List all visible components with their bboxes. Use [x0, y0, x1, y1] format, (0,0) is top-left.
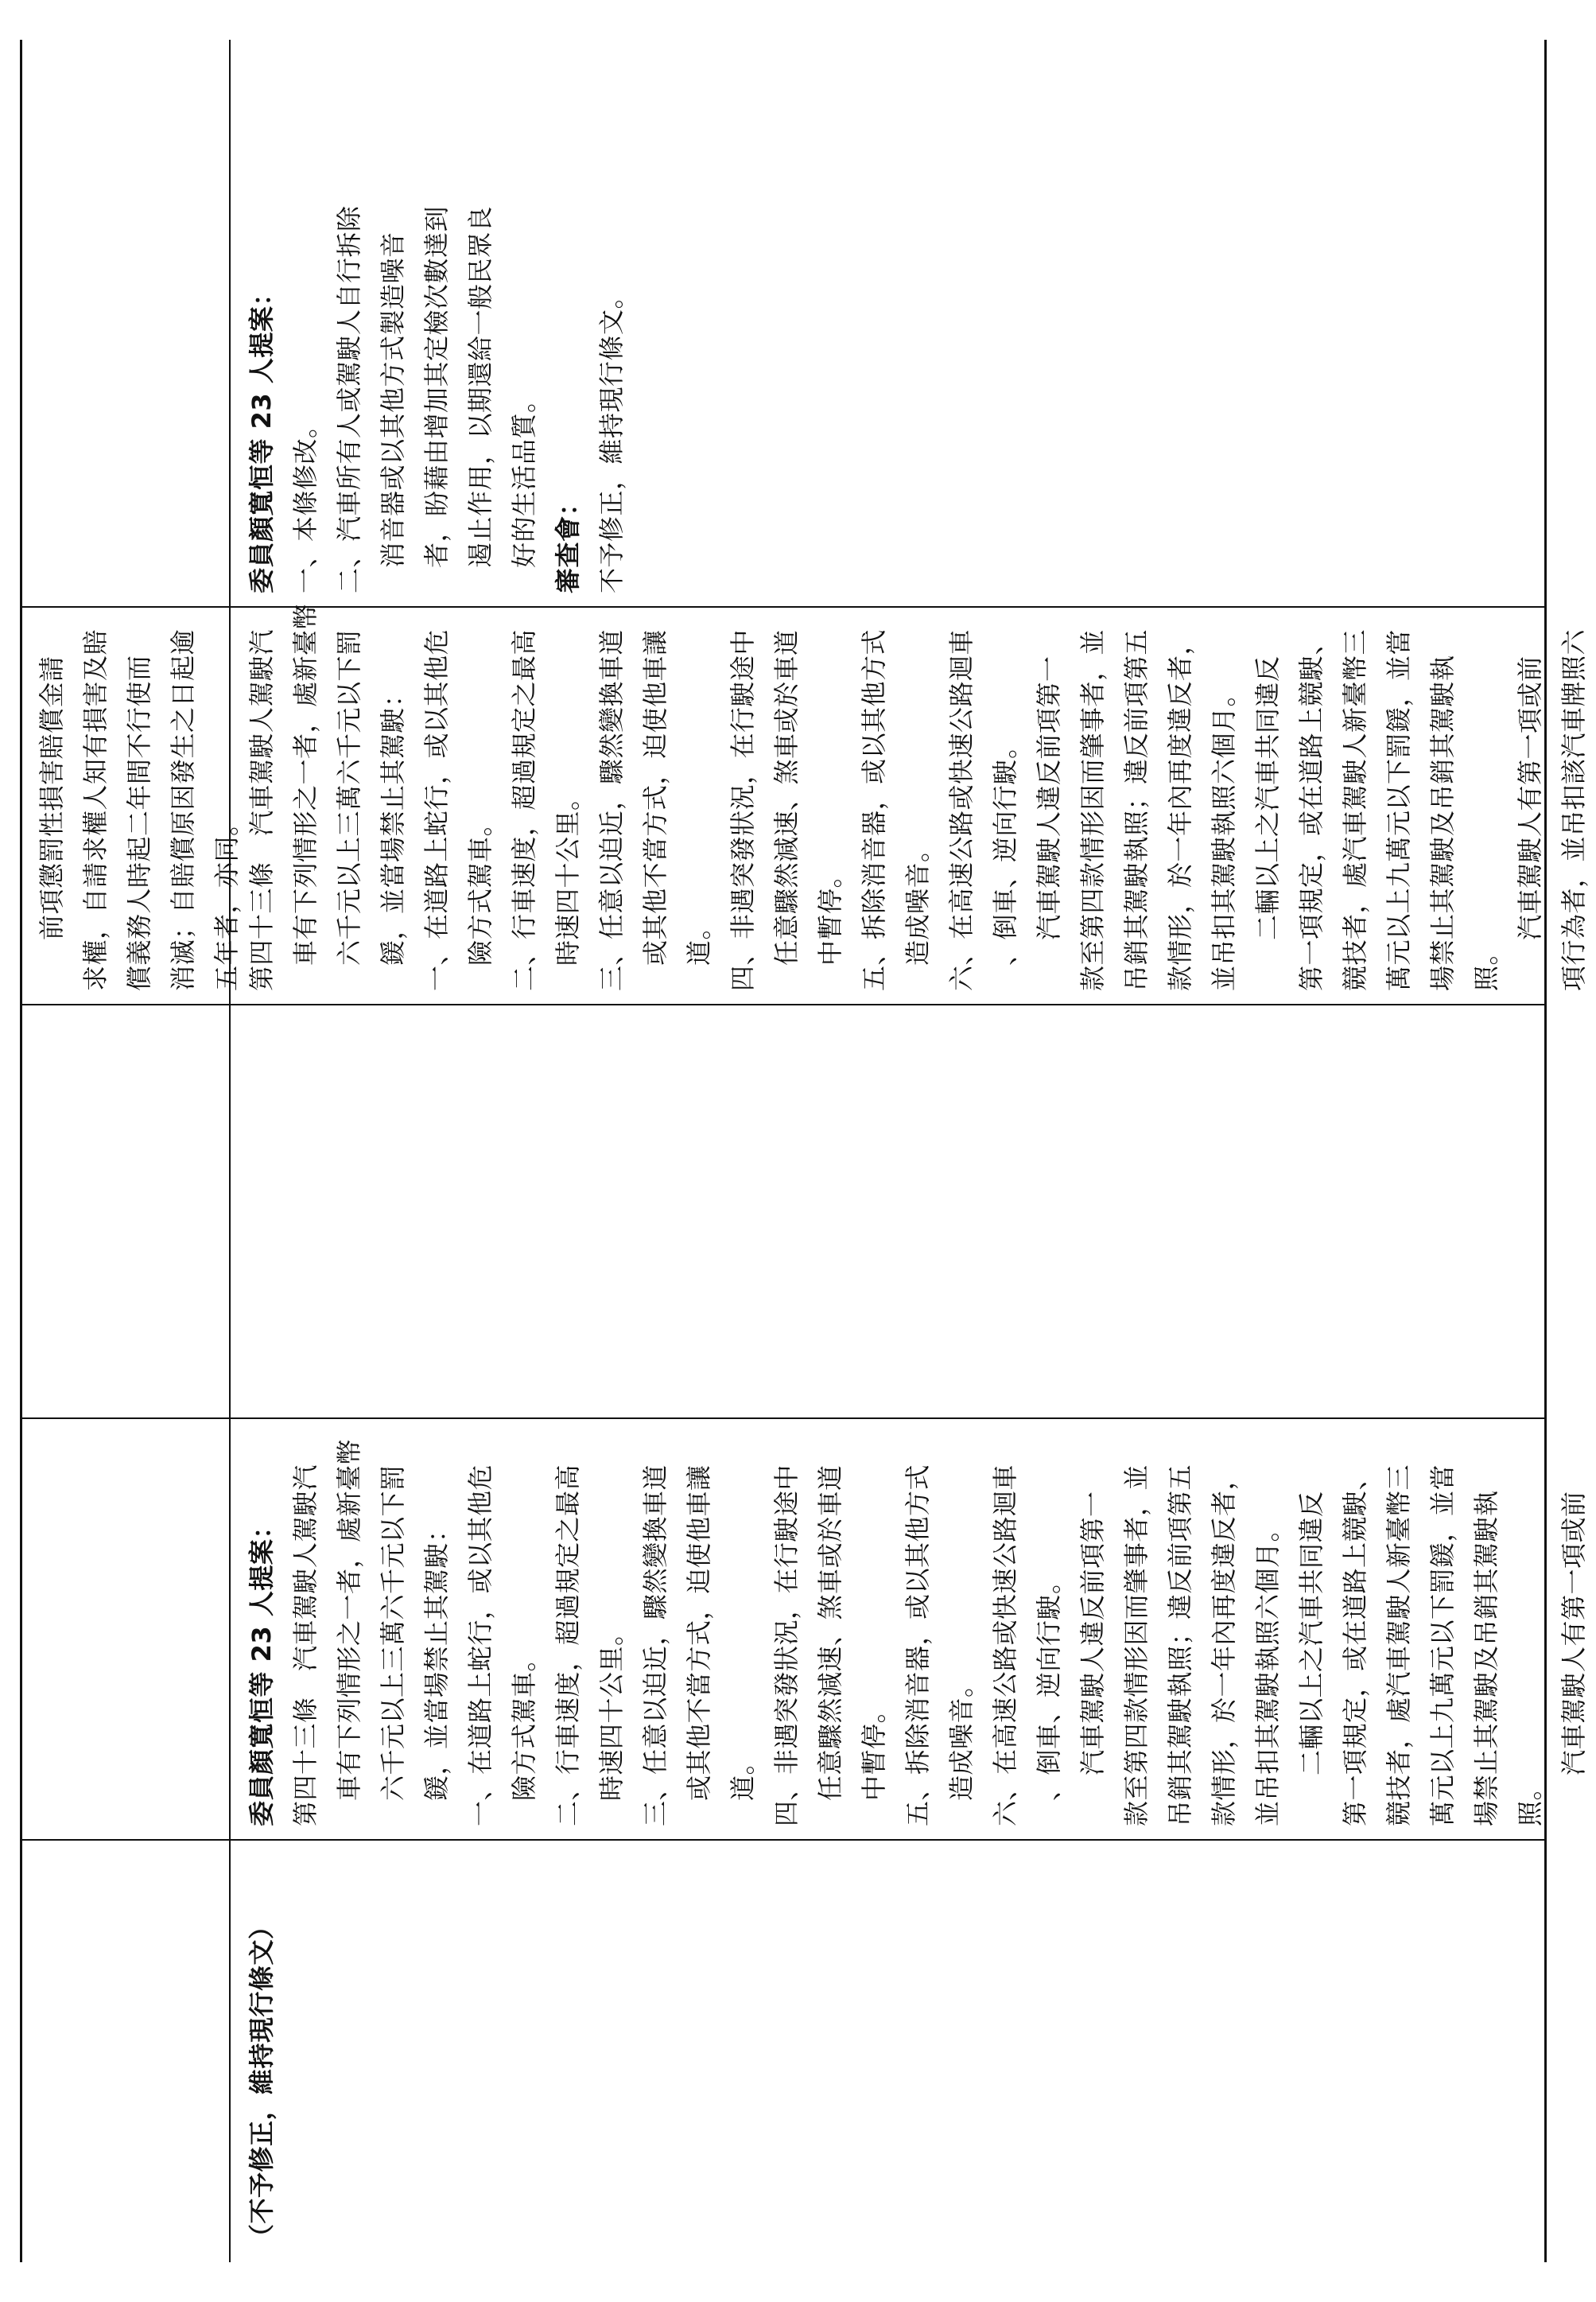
text-line: 二輛以上之汽車共同違反 [1296, 1491, 1326, 1775]
text-line: 二、行車速度，超過規定之最高 [553, 1464, 583, 1826]
text-line: 者，盼藉由增加其定檢次數達到 [421, 205, 452, 568]
column-explanation [22, 40, 1544, 608]
comparison-table [20, 40, 1589, 2262]
text-line: 二輛以上之汽車共同違反 [1252, 655, 1283, 940]
text-line: 一、在道路上蛇行，或以其他危 [465, 1464, 495, 1826]
text-line: 中暫停。 [815, 861, 845, 966]
column-status-body [231, 1841, 1544, 2262]
column-explanation-body [231, 40, 1544, 606]
column-proposal-body [231, 1419, 1589, 1839]
text-line: 第四十三條 汽車駕駛人駕駛汽 [290, 1464, 320, 1826]
continued-text [30, 620, 249, 991]
text-line: 五年者，亦同。 [212, 810, 242, 991]
text-line: 競技者，處汽車駕駛人新臺幣三 [1384, 1464, 1414, 1826]
text-line: 道。 [728, 1748, 758, 1801]
text-line: 六、在高速公路或快速公路迴車 [990, 1464, 1020, 1826]
column-status-header [22, 1841, 231, 2262]
text-line: 五、拆除消音器，或以其他方式 [859, 628, 889, 991]
text-line: 吊銷其駕駛執照；違反前項第五 [1121, 628, 1151, 991]
text-line: 造成噪音。 [946, 1671, 977, 1801]
column-status [22, 1841, 1544, 2262]
column-proposal [22, 1419, 1589, 1841]
text-line: 道。 [684, 913, 714, 966]
proposal-heading: 委員顏寬恒等 23 人提案： [247, 1513, 277, 1826]
text-line: 第四十三條 汽車駕駛人駕駛汽 [247, 628, 277, 991]
text-line: 、倒車、逆向行駛。 [1034, 1568, 1064, 1801]
text-line: 不予修正，維持現行條文。 [596, 282, 627, 593]
text-line: 一、在道路上蛇行，或以其他危 [421, 628, 452, 991]
text-line: 汽車駕駛人違反前項第一 [1078, 1491, 1108, 1775]
text-line: 三、任意以迫近，驟然變換車道 [596, 628, 627, 991]
text-line: 審查會： [553, 489, 583, 593]
text-line: 任意驟然減速、煞車或於車道 [815, 1464, 845, 1801]
text-line: 萬元以上九萬元以下罰鍰，並當 [1384, 628, 1414, 991]
text-line: 求權，自請求權人知有損害及賠 [80, 628, 111, 991]
text-line: 照。 [1515, 1774, 1545, 1826]
text-line: 吊銷其駕駛執照；違反前項第五 [1165, 1464, 1195, 1826]
text-line: 六千元以上三萬六千元以下罰 [378, 1464, 408, 1801]
text-line: 消滅；自賠償原因發生之日起逾 [168, 628, 198, 991]
text-line: 二、行車速度，超過規定之最高 [509, 628, 539, 991]
text-line: 車有下列情形之一者，處新臺幣 [290, 603, 320, 966]
column-empty [22, 1005, 1544, 1419]
text-line: 任意驟然減速、煞車或於車道 [771, 629, 802, 966]
text-line: 款情形，於一年內再度違反者， [1165, 628, 1195, 991]
text-line: 汽車駕駛人有第一項或前 [1515, 655, 1545, 940]
text-line: 款至第四款情形因而肇事者，並 [1078, 628, 1108, 991]
text-line: 償義務人時起二年間不行使而 [124, 655, 154, 991]
text-line: 第一項規定，或在道路上競駛、 [1340, 1464, 1370, 1826]
column-current-law-body [231, 603, 1589, 1004]
text-line: 四、非遇突發狀況，在行駛途中 [728, 628, 758, 991]
text-line: 四、非遇突發狀況，在行駛途中 [771, 1464, 802, 1826]
text-line: 照。 [1471, 939, 1501, 991]
text-line: 車有下列情形之一者，處新臺幣 [334, 1438, 364, 1801]
text-line: 、倒車、逆向行駛。 [990, 733, 1020, 966]
text-line: 鍰，並當場禁止其駕駛： [421, 1516, 452, 1801]
text-line: 鍰，並當場禁止其駕駛： [378, 681, 408, 966]
text-line: 款至第四款情形因而肇事者，並 [1121, 1464, 1151, 1826]
text-line: 汽車駕駛人有第一項或前 [1559, 1491, 1589, 1775]
text-line: 前項懲罰性損害賠償金請 [37, 655, 67, 940]
text-line: 險方式駕車。 [509, 1645, 539, 1801]
text-line: 好的生活品質。 [509, 387, 539, 568]
text-line: 第一項規定，或在道路上競駛、 [1296, 628, 1326, 991]
column-explanation-header [22, 40, 231, 606]
proposal-lines [284, 1432, 1596, 1826]
text-line: 險方式駕車。 [465, 810, 495, 966]
text-line: 六千元以上三萬六千元以下罰 [334, 629, 364, 966]
text-line: 一、本條修改。 [290, 412, 320, 593]
column-empty-body [231, 1005, 1544, 1417]
text-line: 場禁止其駕駛及吊銷其駕駛執 [1471, 1490, 1501, 1826]
text-line: 時速四十公里。 [596, 1620, 627, 1801]
text-line: 款情形，於一年內再度違反者， [1209, 1464, 1239, 1826]
text-line: 場禁止其駕駛及吊銷其駕駛執 [1427, 655, 1458, 991]
text-line: 六、在高速公路或快速公路迴車 [946, 628, 977, 991]
explanation-lines [284, 52, 634, 593]
text-line: 萬元以上九萬元以下罰鍰，並當 [1427, 1464, 1458, 1826]
column-current-law [22, 603, 1589, 1005]
text-line: 中暫停。 [859, 1697, 889, 1801]
text-line: 二、汽車所有人或駕駛人自行拆除 [334, 205, 364, 593]
status-label: （不予修正，維持現行條文） [247, 1913, 277, 2250]
text-line: 項行為者，並吊扣該汽車牌照六 [1559, 628, 1589, 991]
explanation-heading: 委員顏寬恒等 23 人提案： [247, 280, 277, 593]
text-line: 競技者，處汽車駕駛人新臺幣三 [1340, 628, 1370, 991]
text-line: 並吊扣其駕駛執照六個月。 [1209, 680, 1239, 991]
text-line: 汽車駕駛人違反前項第一 [1034, 655, 1064, 940]
text-line: 時速四十公里。 [553, 784, 583, 966]
column-current-law-header [22, 608, 242, 1004]
text-line: 或其他不當方式，迫使他車讓 [684, 1464, 714, 1801]
text-line: 或其他不當方式，迫使他車讓 [640, 629, 670, 966]
current-law-lines [240, 603, 1596, 991]
text-line: 並吊扣其駕駛執照六個月。 [1252, 1515, 1283, 1826]
text-line: 三、任意以迫近，驟然變換車道 [640, 1464, 670, 1826]
text-line: 五、拆除消音器，或以其他方式 [903, 1464, 933, 1826]
text-line: 遏止作用，以期還給一般民眾良 [465, 205, 495, 568]
column-empty-header [22, 1005, 231, 1417]
text-line: 造成噪音。 [903, 836, 933, 966]
column-proposal-header [22, 1419, 231, 1839]
text-line: 消音器或以其他方式製造噪音 [378, 231, 408, 568]
